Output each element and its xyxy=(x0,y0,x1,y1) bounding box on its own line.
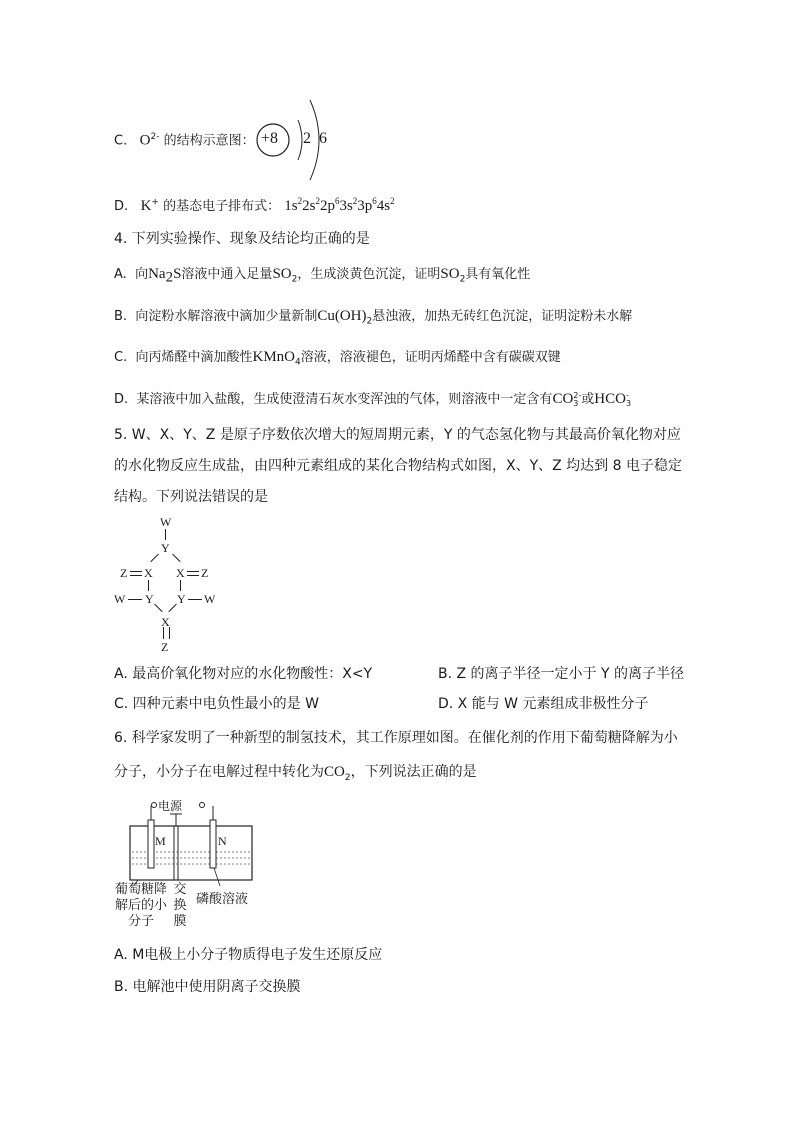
atom-y-top: Y xyxy=(161,541,170,555)
question-4-option-a: A. 向$Na_2S$溶液中通入足量$SO_2$，生成淡黄色沉淀，证明$SO_2$具有氧化性 xyxy=(114,266,531,286)
atom-y-right: Y xyxy=(177,592,186,606)
question-6-option-a: A. M电极上小分子物质得电子发生还原反应 xyxy=(114,947,383,963)
ion-symbol: O xyxy=(139,132,151,149)
atom-w-left: W xyxy=(114,592,126,606)
atom-y-left: Y xyxy=(145,592,154,606)
electron-count: 2 xyxy=(390,196,395,206)
question-5-stem-line-2: 的水化物反应生成盐，由四种元素组成的某化合物结构式如图，X、Y、Z 均达到 8 电子稳定 xyxy=(114,458,682,474)
question-4-stem: 4. 下列实验操作、现象及结论均正确的是 xyxy=(114,231,370,247)
option-d-line xyxy=(114,191,395,217)
orbital: 2p xyxy=(319,198,335,214)
structural-formula-diagram xyxy=(110,512,230,630)
atom-w-top: W xyxy=(160,515,172,529)
phosphoric-acid-label: 磷酸溶液 xyxy=(196,892,249,907)
orbital: 3p xyxy=(357,198,373,214)
electron-count: 6 xyxy=(334,196,340,206)
question-5-stem-line-3: 结构。下列说法错误的是 xyxy=(114,489,268,505)
question-6-stem-line-2: 分子，小分子在电解过程中转化为$CO_2$，下列说法正确的是 xyxy=(114,764,477,783)
orbital: 4s xyxy=(376,198,391,214)
question-5-stem-line-1: 5. W、X、Y、Z 是原子序数依次增大的短周期元素，Y 的气态氢化物与其最高价氧化物对应 xyxy=(114,427,681,443)
orbital: 2s xyxy=(302,198,316,214)
ion-symbol: K xyxy=(140,198,152,214)
question-4-option-b: B. 向淀粉水解溶液中滴加少量新制$Cu(OH)_2$悬浊液，加热无砖红色沉淀，证明淀粉未水解 xyxy=(114,308,633,327)
option-label: D. xyxy=(114,199,129,214)
option-text: 的基态电子排布式： xyxy=(163,199,281,214)
atom-x-left: X xyxy=(144,566,153,580)
electrode-n-label: N xyxy=(218,834,227,848)
nucleus-charge: +8 xyxy=(261,130,279,147)
question-4-option-d: D. 某溶液中加入盐酸，生成使澄清石灰水变浑浊的气体，则溶液中一定含有CO 2- 3 或HCO - 3 xyxy=(114,390,632,408)
question-6-option-b: B. 电解池中使用阴离子交换膜 xyxy=(114,979,301,995)
question-5-option-d: D. X 能与 W 元素组成非极性分子 xyxy=(438,696,649,712)
question-5-option-a: A. 最高价氧化物对应的水化物酸性：X<Y xyxy=(114,666,373,682)
option-text: 的结构示意图： xyxy=(163,133,255,149)
atom-x-right: X xyxy=(176,566,185,580)
left-chamber-label: 葡萄糖降 解后的小 分子 xyxy=(114,882,167,929)
question-6-stem-line-1: 6. 科学家发明了一种新型的制氢技术，其工作原理如图。在催化剂的作用下葡萄糖降解为小 xyxy=(114,730,678,746)
atom-z-right: Z xyxy=(201,566,209,580)
electrolysis-cell-diagram xyxy=(112,796,272,886)
electron-configuration xyxy=(284,198,394,214)
power-source-label: 电源 xyxy=(158,799,183,813)
atom-w-right: W xyxy=(204,592,216,606)
question-5-option-b: B. Z 的离子半径一定小于 Y 的离子半径 xyxy=(438,666,684,682)
atom-z-left: Z xyxy=(120,566,128,580)
option-label: C. xyxy=(114,133,128,149)
option-c-line xyxy=(114,127,255,151)
electron-count: 2 xyxy=(297,196,303,206)
ion-charge: 2- xyxy=(150,132,160,142)
atom-x-bottom: X xyxy=(161,615,170,629)
electron-count: 2 xyxy=(352,196,358,206)
membrane-label: 交 换 膜 xyxy=(173,882,187,929)
electron-count: 6 xyxy=(372,196,377,206)
electrode-m-label: M xyxy=(155,834,166,848)
shell-2-electrons: 6 xyxy=(319,130,327,147)
question-5-option-c: C. 四种元素中电负性最小的是 W xyxy=(114,696,319,712)
shell-1-electrons: 2 xyxy=(303,130,311,147)
question-4-option-c: C. 向丙烯醛中滴加酸性KMnO$_4$溶液，溶液褪色，证明丙烯醛中含有碳碳双键 xyxy=(114,349,561,368)
atom-z-bottom: Z xyxy=(161,640,169,654)
electron-count: 2 xyxy=(315,196,320,206)
double-bond-bottom xyxy=(163,627,170,639)
orbital: 3s xyxy=(339,198,353,214)
ion-charge: + xyxy=(151,197,159,208)
orbital: 1s xyxy=(284,198,298,214)
